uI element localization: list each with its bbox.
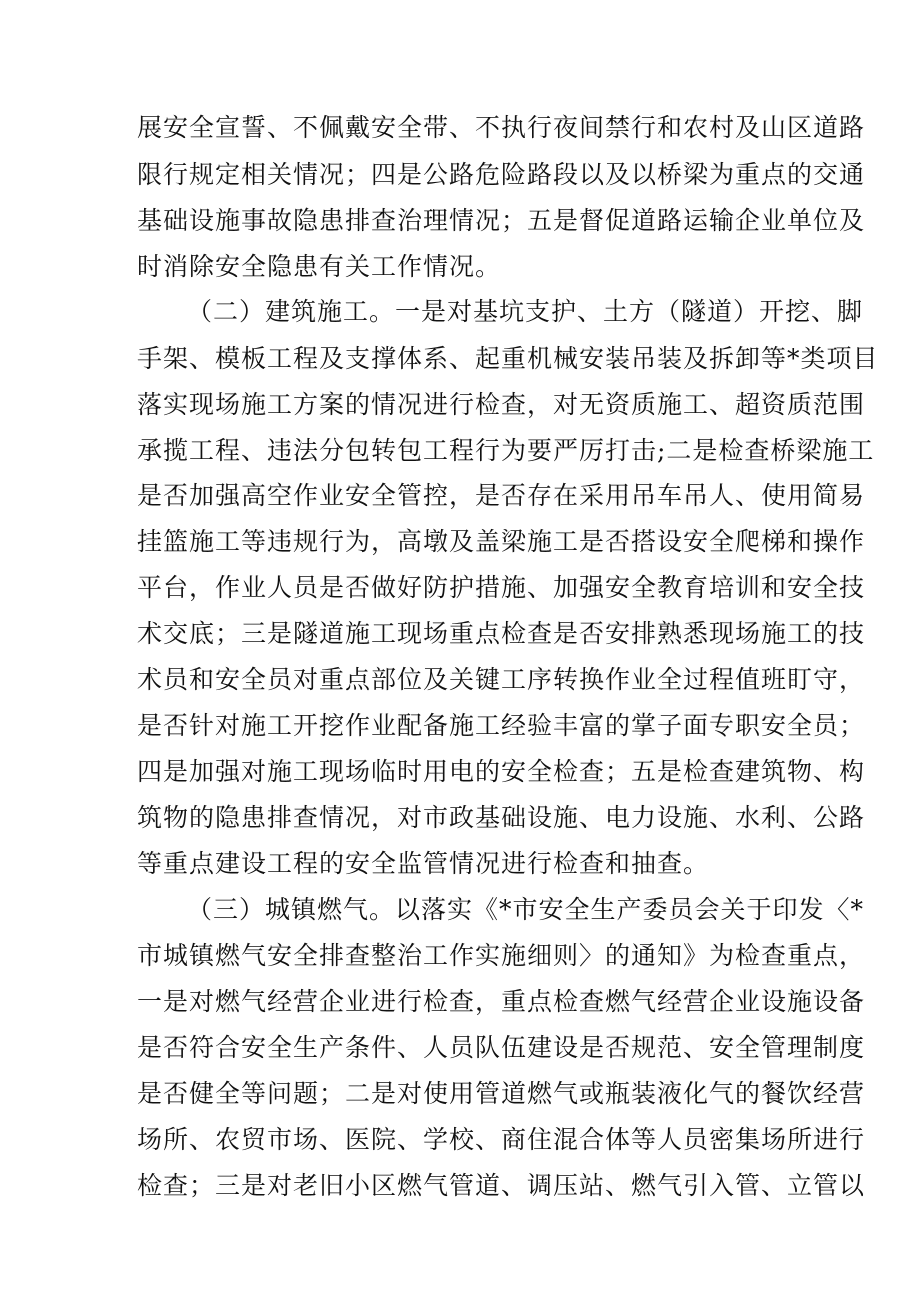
text-line: 时消除安全隐患有关工作情况。 — [137, 252, 502, 281]
text-line: 限行规定相关情况；四是公路危险路段以及以桥梁为重点的交通 — [137, 160, 866, 189]
text-line: 落实现场施工方案的情况进行检查，对无资质施工、超资质范围 — [137, 390, 866, 419]
text-line: 市城镇燃气安全排查整治工作实施细则〉的通知》为检查重点， — [137, 941, 866, 970]
text-line: 承揽工程、违法分包转包工程行为要严厉打击;二是检查桥梁施工 — [137, 436, 875, 465]
text-line: 术员和安全员对重点部位及关键工序转换作业全过程值班盯守， — [137, 665, 866, 694]
text-line: 术交底；三是隧道施工现场重点检查是否安排熟悉现场施工的技 — [137, 619, 866, 648]
text-line: 平台，作业人员是否做好防护措施、加强安全教育培训和安全技 — [137, 573, 866, 602]
text-line: 四是加强对施工现场临时用电的安全检查；五是检查建筑物、构 — [137, 757, 866, 786]
text-line: 手架、模板工程及支撑体系、起重机械安装吊装及拆卸等*类项目 — [137, 344, 879, 373]
text-line: 筑物的隐患排查情况，对市政基础设施、电力设施、水利、公路 — [137, 803, 866, 832]
text-line: 是否针对施工开挖作业配备施工经验丰富的掌子面专职安全员； — [137, 711, 866, 740]
text-line: 场所、农贸市场、医院、学校、商住混合体等人员密集场所进行 — [137, 1125, 866, 1154]
text-line: 是否加强高空作业安全管控，是否存在采用吊车吊人、使用简易 — [137, 481, 866, 510]
text-line: 展安全宣誓、不佩戴安全带、不执行夜间禁行和农村及山区道路 — [137, 113, 866, 142]
text-line: 检查；三是对老旧小区燃气管道、调压站、燃气引入管、立管以 — [137, 1171, 866, 1200]
section-heading-line: （三）城镇燃气。以落实《*市安全生产委员会关于印发〈* — [187, 895, 865, 924]
text-line: 挂篮施工等违规行为，高墩及盖梁施工是否搭设安全爬梯和操作 — [137, 527, 866, 556]
section-heading-line: （二）建筑施工。一是对基坑支护、土方（隧道）开挖、脚 — [187, 297, 864, 326]
text-line: 是否符合安全生产条件、人员队伍建设是否规范、安全管理制度 — [137, 1033, 866, 1062]
text-line: 是否健全等问题；二是对使用管道燃气或瓶装液化气的餐饮经营 — [137, 1079, 866, 1108]
text-line: 一是对燃气经营企业进行检查，重点检查燃气经营企业设施设备 — [137, 987, 866, 1016]
text-line: 等重点建设工程的安全监管情况进行检查和抽查。 — [137, 849, 710, 878]
text-line: 基础设施事故隐患排查治理情况；五是督促道路运输企业单位及 — [137, 206, 866, 235]
